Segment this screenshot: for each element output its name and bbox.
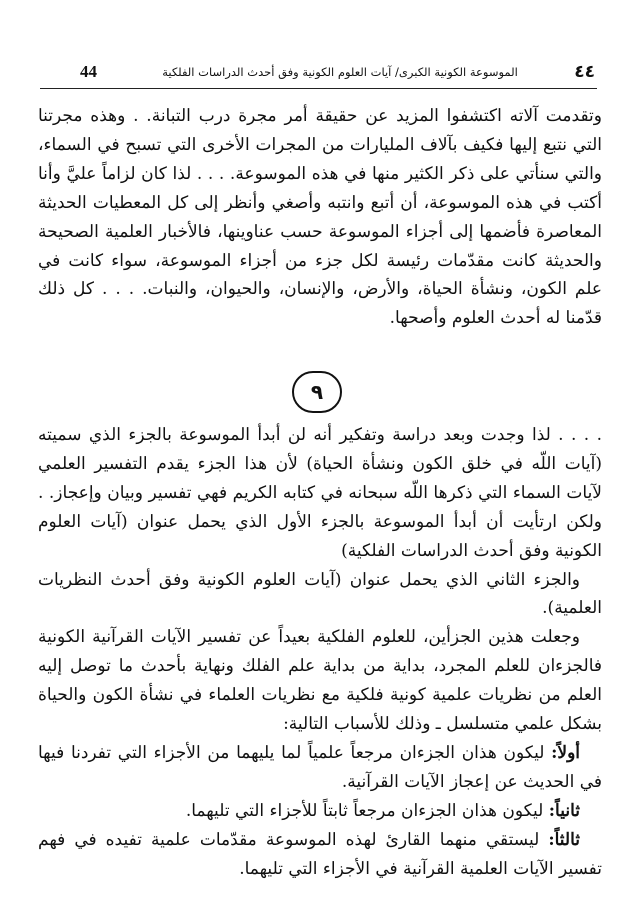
page-number-arabic: ٤٤ [574, 62, 595, 82]
intro-paragraph: وتقدمت آلاته اكتشفوا المزيد عن حقيقة أمر مجرة درب التبانة. . وهذه مجرتنا التي نتبع إليها فكيف بآلاف المليارات من المجرات الأخرى التي تسبح في السماء، والتي سنأتي على ذكر الكثير منها في هذه الموسوعة. . . . لذا كان لزاماً عليَّ وأنا أكتب في هذه الموسوعة، أن أتبع وانتبه وأصغي وأنظر إلى كل المعطيات الحديثة المعاصرة فأضمها إلى أجزاء الموسوعة حسب عناوينها، فالأخبار العلمية الصحيحة والحديثة كانت مقدّمات رئيسة لكل جزء من أجزاء الموسوعة، سواء كانت في علم الكون، ونشأة الحياة، والأرض، والإنسان، والحيوان، والنبات. . . . كل ذلك قدّمنا له أحدث العلوم وأصحها. [38, 106, 602, 329]
reason-second [38, 797, 602, 826]
reason-first [38, 739, 602, 797]
section-paragraph-1: . . . . لذا وجدت وبعد دراسة وتفكير أنه لن أبدأ الموسوعة بالجزء الذي سميته (آيات اللّه في خلق الكون ونشأة الحياة) لأن هذا الجزء يقدم التفسير العلمي لآيات السماء التي ذكرها اللّه سبحانه في كتابه الكريم فهي تفسير وبيان وإعجاز. . ولكن ارتأيت أن أبدأ الموسوعة بالجزء الأول الذي يحمل عنوان (آيات العلوم الكونية وفق أحدث الدراسات الفلكية) [38, 425, 602, 561]
reason-third [38, 826, 602, 884]
reason-second-lead: ثانياً: [548, 800, 580, 821]
section-paragraph-3: وجعلت هذين الجزأين، للعلوم الفلكية بعيداً عن تفسير الآيات القرآنية الكونية فالجزءان للعلم المجرد، بداية من بداية علم الفلك ونهاية بأحدث ما توصل إليه العلم من نظريات علمية كونية فلكية مع نظريات العلماء في نشأة الكون والحياة بشكل علمي متسلسل ـ وذلك للأسباب التالية: [38, 627, 602, 735]
section-paragraph-2: والجزء الثاني الذي يحمل عنوان (آيات العلوم الكونية وفق أحدث النظريات العلمية). [38, 569, 602, 619]
reason-first-text: ليكون هذان الجزءان مرجعاً علمياً لما يليهما من الأجزاء التي تفردنا فيها في الحديث عن إعجاز الآيات القرآنية. [38, 742, 602, 792]
page-header [42, 62, 597, 90]
intro-block [38, 102, 602, 333]
header-divider [40, 88, 597, 89]
section-number-badge [292, 371, 342, 413]
page-number-latin: 44 [80, 62, 97, 81]
reason-third-text: ليستقي منهما القارئ لهذه الموسوعة مقدّمات علمية تفيده في فهم تفسير الآيات العلمية القرآنية في الأجزاء التي تليهما. [38, 829, 602, 879]
reason-first-lead: أولاً: [551, 742, 580, 763]
section-number: ٩ [310, 380, 324, 404]
reason-second-text: ليكون هذان الجزءان مرجعاً ثابتاً للأجزاء التي تليهما. [185, 800, 549, 821]
running-title: الموسوعة الكونية الكبرى/ آيات العلوم الكونية وفق أحدث الدراسات الفلكية [162, 65, 518, 79]
reason-third-lead: ثالثاً: [548, 829, 580, 850]
section-body [38, 421, 602, 884]
